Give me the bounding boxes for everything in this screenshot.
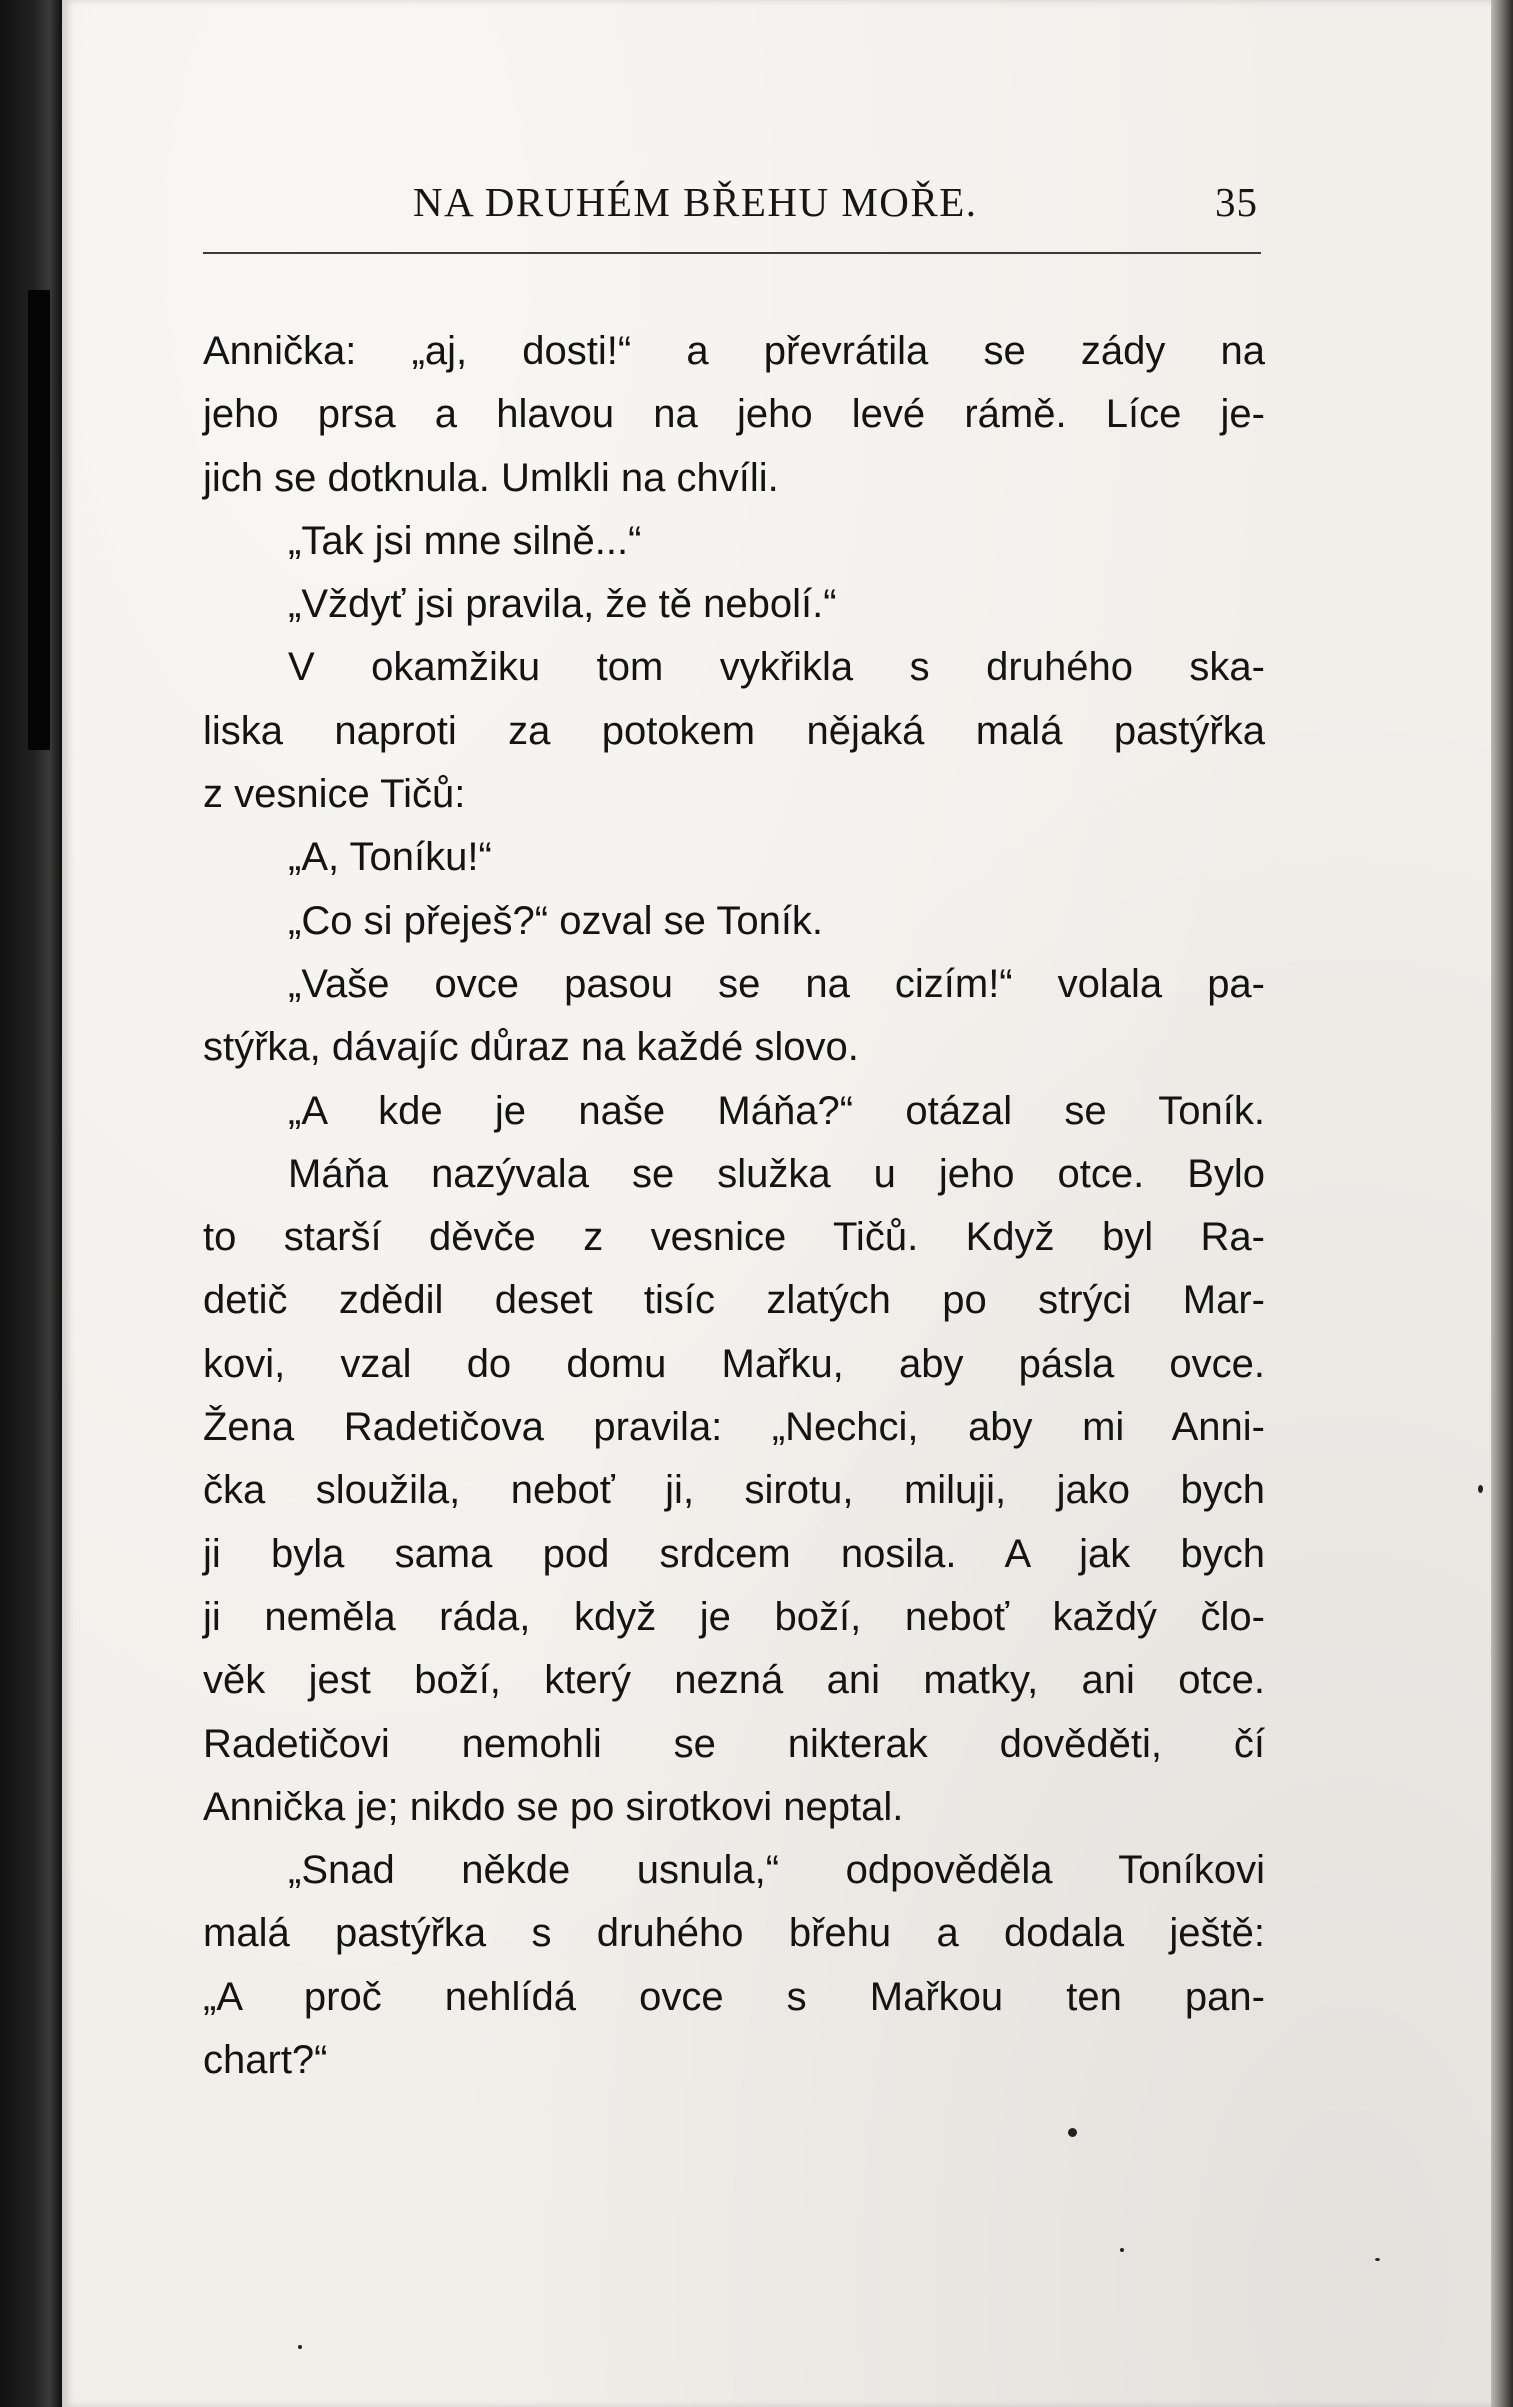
text-line: to starší děvče z vesnice Tičů. Když byl Ra- [203,1215,1265,1260]
page-number: 35 [1215,179,1258,225]
ink-speck [1478,1485,1483,1493]
ink-speck [1375,2258,1380,2261]
text-line: „Co si přeješ?“ ozval se Toník. [288,898,824,943]
text-line: stýřka, dávajíc důraz na každé slovo. [203,1025,859,1070]
text-line: „Vždyť jsi pravila, že tě nebolí.“ [288,582,837,627]
text-line: jich se dotknula. Umlkli na chvíli. [203,455,779,500]
text-line: V okamžiku tom vykřikla s druhého ska- [288,645,1265,690]
text-line: Annička je; nikdo se po sirotkovi neptal. [203,1784,904,1829]
body-text [203,320,1265,2092]
text-line: Máňa nazývala se služka u jeho otce. Bylo [288,1151,1265,1196]
text-line: malá pastýřka s druhého břehu a dodala ještě: [203,1911,1265,1956]
page-right-edge [1491,0,1513,2407]
page-binding-edge [0,0,62,2407]
text-line: „Vaše ovce pasou se na cizím!“ volala pa- [288,961,1265,1006]
page-header [203,178,1258,228]
text-line: „Tak jsi mne silně...“ [288,518,642,563]
text-line: „A proč nehlídá ovce s Mařkou ten pan- [203,1974,1265,2019]
text-line: detič zdědil deset tisíc zlatých po strýci Mar- [203,1278,1265,1323]
ink-speck [298,2345,302,2349]
header-rule [203,252,1261,254]
text-line: jeho prsa a hlavou na jeho levé rámě. Líce je- [203,392,1265,437]
running-title: NA DRUHÉM BŘEHU MOŘE. [413,179,978,225]
text-line: chart?“ [203,2038,328,2083]
text-line: z vesnice Tičů: [203,772,466,817]
text-line: „A kde je naše Máňa?“ otázal se Toník. [288,1088,1265,1133]
ink-speck [1120,2248,1124,2252]
ink-speck [1068,2128,1077,2137]
text-line: ji neměla ráda, když je boží, neboť každý člo- [203,1594,1265,1639]
text-line: liska naproti za potokem nějaká malá pastýřka [203,708,1265,753]
text-line: ji byla sama pod srdcem nosila. A jak bych [203,1531,1265,1576]
text-line: Annička: „aj, dosti!“ a převrátila se zády na [203,329,1265,373]
binding-mark [28,290,50,750]
text-line: „A, Toníku!“ [288,835,492,880]
text-line: „Snad někde usnula,“ odpověděla Toníkovi [288,1848,1265,1893]
text-line: čka sloužila, neboť ji, sirotu, miluji, jako bych [203,1468,1265,1513]
text-line: věk jest boží, který nezná ani matky, ani otce. [203,1658,1265,1703]
text-line: Žena Radetičova pravila: „Nechci, aby mi Anni- [203,1405,1265,1450]
text-line: kovi, vzal do domu Mařku, aby pásla ovce. [203,1341,1265,1386]
text-line: Radetičovi nemohli se nikterak dověděti, čí [203,1721,1265,1766]
